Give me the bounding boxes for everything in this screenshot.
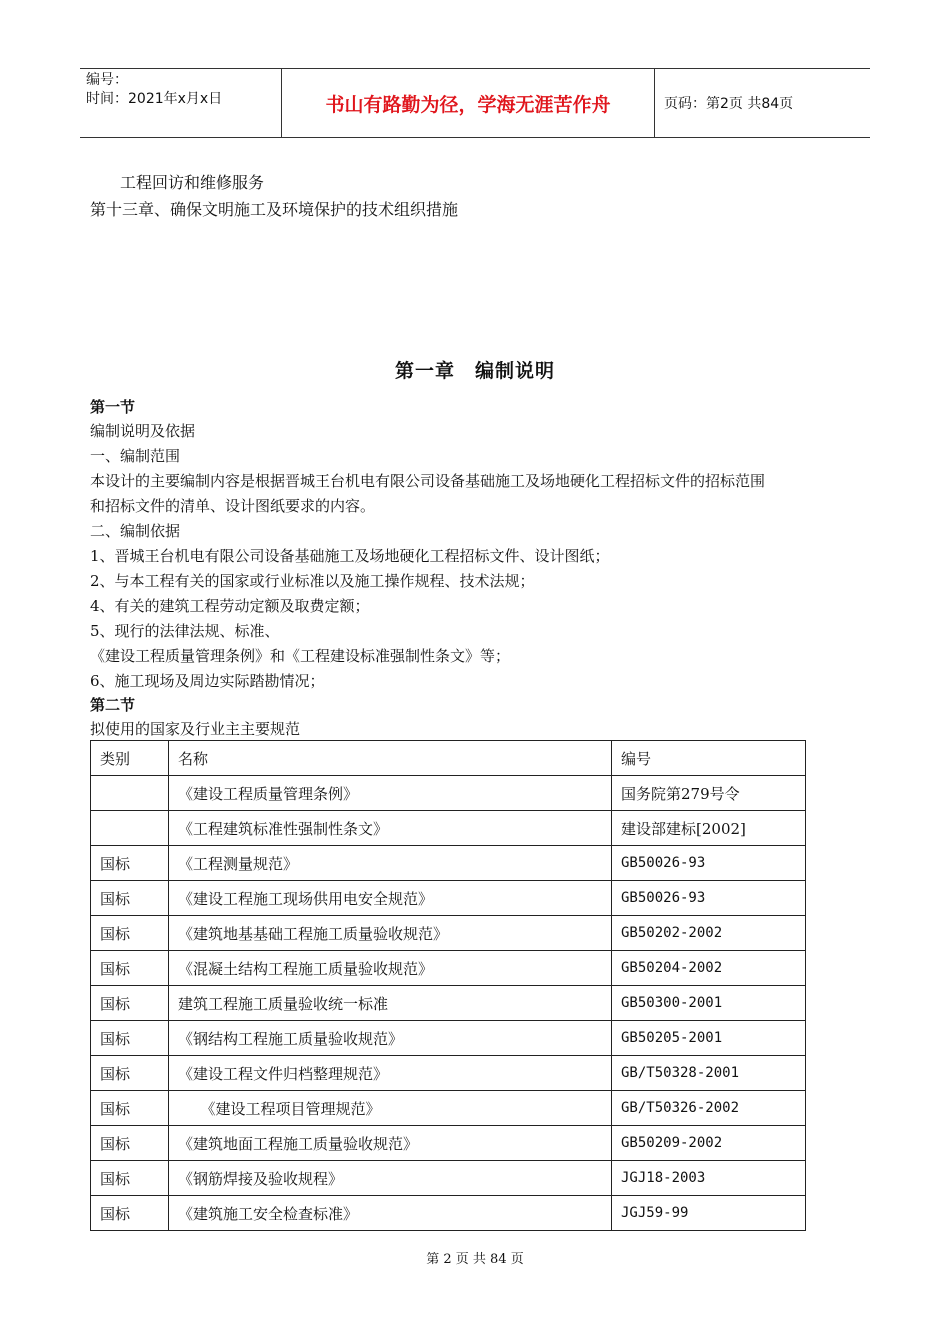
cell-name: 《建设工程施工现场供用电安全规范》: [169, 881, 612, 916]
scope-text-2: 和招标文件的清单、设计图纸要求的内容。: [90, 497, 376, 515]
table-row: [91, 1091, 806, 1126]
basis-item: 《建设工程质量管理条例》和《工程建设标准强制性条文》等；: [90, 647, 511, 665]
cell-category: 国标: [91, 1196, 169, 1231]
cell-category: 国标: [91, 881, 169, 916]
cell-name: 《建设工程质量管理条例》: [169, 776, 612, 811]
header-category: 类别: [91, 741, 169, 776]
section1-subtitle: 编制说明及依据: [90, 422, 196, 440]
basis-item: 6、施工现场及周边实际踏勘情况；: [90, 672, 325, 690]
chapter-title: 第一章 编制说明: [394, 360, 555, 382]
header-motto: 书山有路勤为径，学海无涯苦作舟: [281, 69, 655, 137]
cell-name: 《建筑施工安全检查标准》: [169, 1196, 612, 1231]
table-row: [91, 1056, 806, 1091]
cell-name: 《钢筋焊接及验收规程》: [169, 1161, 612, 1196]
table-row: [91, 1196, 806, 1231]
toc-line-2: 第十三章、确保文明施工及环境保护的技术组织措施: [90, 200, 459, 219]
basis-item: 2、与本工程有关的国家或行业标准以及施工操作规程、技术法规；: [90, 572, 535, 590]
standards-table: [90, 740, 806, 1231]
cell-code: JGJ59-99: [612, 1196, 806, 1231]
cell-name: 《建设工程文件归档整理规范》: [169, 1056, 612, 1091]
header-meta: [86, 71, 278, 109]
cell-category: [91, 811, 169, 846]
basis-item: 4、有关的建筑工程劳动定额及取费定额；: [90, 597, 370, 615]
cell-code: GB/T50328-2001: [612, 1056, 806, 1091]
toc-line-1: 工程回访和维修服务: [120, 173, 265, 192]
table-row: [91, 951, 806, 986]
cell-code: GB50026-93: [612, 846, 806, 881]
table-row: [91, 1161, 806, 1196]
table-row: [91, 811, 806, 846]
header-page-info: 页码：第2页 共84页: [664, 96, 794, 112]
cell-code: JGJ18-2003: [612, 1161, 806, 1196]
cell-name: 《建设工程项目管理规范》: [169, 1091, 612, 1126]
cell-name: 《建筑地面工程施工质量验收规范》: [169, 1126, 612, 1161]
header-name: 名称: [169, 741, 612, 776]
cell-category: 国标: [91, 1056, 169, 1091]
cell-code: GB50026-93: [612, 881, 806, 916]
cell-category: 国标: [91, 1161, 169, 1196]
table-row: [91, 846, 806, 881]
table-header-row: [91, 741, 806, 776]
header-code: 编号: [612, 741, 806, 776]
cell-category: 国标: [91, 1021, 169, 1056]
table-row: [91, 1126, 806, 1161]
table-row: [91, 916, 806, 951]
cell-name: 《工程建筑标准性强制性条文》: [169, 811, 612, 846]
cell-name: 《混凝土结构工程施工质量验收规范》: [169, 951, 612, 986]
cell-category: 国标: [91, 951, 169, 986]
doc-date-label: 时间：2021年x月x日: [86, 91, 223, 107]
basis-item: 1、晋城王台机电有限公司设备基础施工及场地硬化工程招标文件、设计图纸；: [90, 547, 610, 565]
cell-code: 建设部建标[2002]: [612, 811, 806, 846]
cell-category: 国标: [91, 846, 169, 881]
section2-subtitle: 拟使用的国家及行业主主要规范: [90, 720, 301, 738]
table-row: [91, 881, 806, 916]
cell-name: 建筑工程施工质量验收统一标准: [169, 986, 612, 1021]
cell-code: GB50300-2001: [612, 986, 806, 1021]
table-row: [91, 776, 806, 811]
cell-category: [91, 776, 169, 811]
table-row: [91, 1021, 806, 1056]
section2-heading: 第二节: [90, 696, 136, 714]
cell-code: GB/T50326-2002: [612, 1091, 806, 1126]
doc-number-label: 编号：: [86, 72, 128, 88]
basis-item: 5、现行的法律法规、标准、: [90, 622, 280, 640]
page-footer: 第 2 页 共 84 页: [426, 1252, 524, 1267]
cell-category: 国标: [91, 1091, 169, 1126]
cell-code: GB50204-2002: [612, 951, 806, 986]
scope-text-1: 本设计的主要编制内容是根据晋城王台机电有限公司设备基础施工及场地硬化工程招标文件的招标范围: [90, 472, 766, 490]
cell-category: 国标: [91, 916, 169, 951]
cell-code: GB50202-2002: [612, 916, 806, 951]
cell-name: 《工程测量规范》: [169, 846, 612, 881]
cell-code: GB50205-2001: [612, 1021, 806, 1056]
basis-heading: 二、编制依据: [90, 522, 181, 540]
cell-category: 国标: [91, 986, 169, 1021]
cell-code: GB50209-2002: [612, 1126, 806, 1161]
cell-code: 国务院第279号令: [612, 776, 806, 811]
section1-heading: 第一节: [90, 398, 136, 416]
cell-category: 国标: [91, 1126, 169, 1161]
page-header: [80, 68, 870, 138]
cell-name: 《钢结构工程施工质量验收规范》: [169, 1021, 612, 1056]
table-row: [91, 986, 806, 1021]
cell-name: 《建筑地基基础工程施工质量验收规范》: [169, 916, 612, 951]
scope-heading: 一、编制范围: [90, 447, 181, 465]
